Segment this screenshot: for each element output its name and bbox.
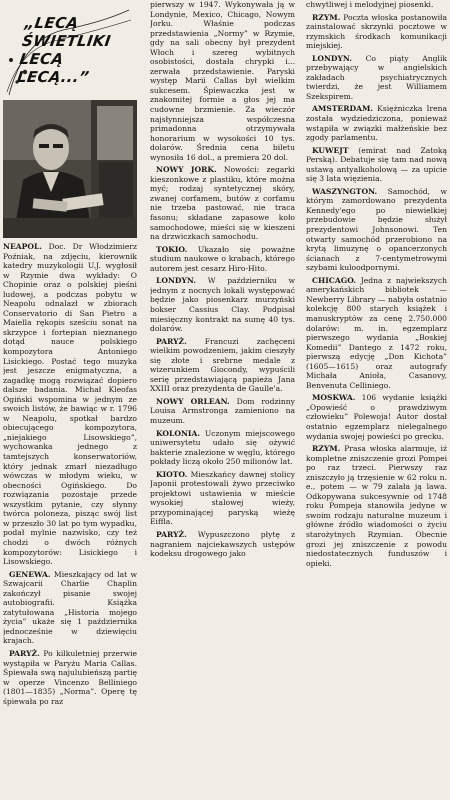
news-text: Ukazało się poważne studium naukowe o krabach, którego autorem jest cesarz Hiro-Hito. (150, 244, 295, 273)
news-item (306, 0, 447, 10)
news-item (150, 0, 295, 162)
news-text: Co piąty Anglik przebywający w angielskich zakładach psychiatrycznych twierdzi, że jest Williamem Szekspirem. (306, 53, 447, 101)
header-banner (3, 0, 137, 238)
news-text: Po kilkuletniej przerwie wystąpiła w Paryżu Maria Callas. Śpiewała swą najulubieńszą partię w operze Vincenzo Belliniego (1801—1835) „Norma”. Operę tę śpiewała po raz (3, 648, 137, 706)
news-item (150, 337, 295, 394)
news-item (306, 187, 447, 273)
news-dateline: RZYM. (312, 444, 341, 454)
news-dateline: PARYŻ. (9, 648, 40, 658)
news-text: Mieszkający od lat w Szwajcarii Charlie Chaplin zakończył pisanie swojej autobiografii. Książka zatytułowana „Historia mojego życia” ukaże się 1 października jednocześnie w dziewięciu krajach. (3, 569, 137, 646)
news-text: Jedna z najwiekszych amerykańskich bibliotek — Newberry Library — nabyła ostatnio kolekcję 800 starych książek i manuskryptów za cenę 2.750.000 dolarów: m. in. egzemplarz pierwszego wydania „Boskiej Komedii” Dantego z 1472 roku, pierwszą edycję „Don Kichota” (1605—1615) oraz autografy Michała Anioła, Casanovy, Benvenuta Celliniego. (306, 275, 447, 390)
news-text: Samochód, w którym zamordowano prezydenta Kennedy'ego po niewielkiej przebudowie będzie służył prezydentowi Johnsonowi. Ten otwarty samochód przerobiono na krytą limuzynę o opancerzonych ścianach z 7-centymetrowymi szybami kuloodpornymi. (306, 186, 447, 273)
news-dateline: NEAPOL. (3, 242, 42, 251)
column-2 (150, 0, 295, 800)
news-dateline: PARYŻ. (156, 336, 187, 346)
news-dateline: RZYM. (312, 12, 341, 22)
news-item (306, 393, 447, 441)
news-text: Poczta włoska postanowiła zainstalować skrzynki pocztowe w rzymskich środkach komunikacji miejskiej. (306, 12, 447, 51)
news-item (150, 429, 295, 467)
news-item (306, 54, 447, 102)
news-text: Dom rodzinny Louisa Armstronga zamieniono na muzeum. (150, 396, 295, 425)
news-text: pierwszy w 1947. Wykonywała ją w Londynie, Mexico, Chicago, Nowym Jorku. Właśnie podczas przedstawienia „Normy” w Rzymie, gdy na sali obecny był prezydent Włoch i szereg wybitnych osobistości, dostała chrypki i... zerwała przedstawienie. Paryski występ Marii Callas był wielkim sukcesem. Śpiewaczka jest w znakomitej formie a głos jej ma cudowne brzmienie. Za wieczór najsłynniejsza współczesna primadonna otrzymywała honorarium w wysokości 10 tys. dolarów. Średnia cena biletu wynosiła 16 dol., a premiera 20 dol. (150, 0, 295, 162)
news-dateline: NOWY JORK. (156, 165, 217, 175)
news-dateline: KUWEJT (312, 145, 349, 155)
section-headline: „LECĄ ŚWIETLIKI LECĄ LECĄ...” (15, 14, 112, 86)
news-text: Uczonym miejscowego uniwersytetu udało się ożywić bakterie znalezione w węglu, którego pokłady liczą około 250 milionów lat. (150, 428, 295, 467)
news-dateline: CHICAGO. (312, 275, 357, 285)
news-item (306, 444, 447, 568)
news-dateline: PARYŻ. (156, 529, 187, 539)
column-3-body (306, 0, 447, 568)
news-item (150, 397, 295, 426)
news-dateline: LONDYN. (312, 53, 353, 63)
column-3 (306, 0, 447, 800)
news-text: (emirat nad Zatoką Perską). Debatuje się tam nad nową ustawą antyalkoholową — za upicie się 3 lata więzienia. (306, 145, 447, 184)
news-dateline: WASZYNGTON. (312, 186, 378, 196)
news-dateline: TOKIO. (156, 244, 188, 254)
news-item (306, 276, 447, 391)
news-item (150, 276, 295, 333)
news-dateline: GENEWA. (9, 569, 51, 579)
news-item (150, 530, 295, 559)
column-1 (3, 0, 137, 800)
news-item (150, 165, 295, 241)
news-text: Mieszkańcy dawnej stolicy Japonii protestowali żywo przeciwko projektowi ustawienia w mieście wysokiej stalowej wieży, przypominającej paryską wieżę Eiffla. (150, 469, 295, 527)
news-text: Nowości: zegarki kieszonkowe z plastiku, które można myć; rodzaj syntetycznej skóry, zwanej corfamem, butów z corfamu nie trzeba pastować, nie traca fasonu; składane zapasowe koło samochodowe, mieści się w kieszeni na drzwiczkach samochodu. (150, 165, 295, 242)
news-text: Francuzi zachęceni wielkim powodzeniem, jakim cieszyły się złote i srebrne medale z wizerunkiem Giocondy, wypuścili serię przedstawiającą papieża Jana XXIII oraz prezydenta de Gaulle'a. (150, 336, 295, 394)
news-text: W październiku w jednym z nocnych lokali występować będzie jako piosenkarz murzyński bokser Cassius Clay. Podpisał miesięczny kontrakt na sumę 40 tys. dolarów. (150, 276, 295, 334)
news-item (3, 570, 137, 646)
news-dateline: KIOTO. (156, 469, 188, 479)
news-dateline: NOWY ORLEAN. (156, 396, 230, 406)
news-text: Wypuszczono płytę z nagraniem najciekawszych ustępów kodeksu drogowego jako (150, 529, 295, 559)
news-text: 106 wydanie książki „Opowieść o prawdziwym człowieku” Polewoja! Autor dostał ostatnio egzemplarz nielegalnego wydania swojej powieści po grecku. (306, 393, 447, 441)
portrait-photo (3, 100, 137, 238)
news-item (306, 104, 447, 142)
news-dateline: LONDYN. (156, 276, 197, 286)
news-dateline: MOSKWA. (312, 393, 356, 403)
news-item (306, 146, 447, 184)
news-text: Księżniczka Irena została wydziedziczona, ponieważ wstąpiła w związki małżeńskie bez zgody parlamentu. (306, 104, 447, 143)
news-dateline: KOLONIA. (156, 428, 200, 438)
news-item (150, 245, 295, 274)
news-text: chwytliwej i melodyjnej piosenki. (306, 0, 434, 9)
news-item (3, 649, 137, 706)
news-item (3, 242, 137, 567)
news-item (306, 13, 447, 51)
news-dateline: AMSTERDAM. (312, 104, 374, 114)
column-2-body (150, 0, 295, 559)
news-text: Doc. Dr Włodzimierz Poźniak, na zdjęciu, kierownik katedry muzykologii U.J. wygłosił w Rzymie dwa wykłady: O Chopinie oraz o polskiej pieśni ludowej, a podczas pobytu w Neapolu odnalazł w zbiorach Conservatorio di San Pietro a Maiella rękopis sześciu sonat na skrzypce i fortepian nieznanego dotąd nauce polskiego kompozytora Antoniego Lisickiego. Postać tego muzyka jest jeszcze enigmatyczna, a zagadkę mogą rozwiązać dopiero dalsze badania. Michał Kleofas Ogiński wspomina w jednym ze swoich listów, że bawiąc w r. 1796 w Neapolu, spotkał bardzo obiecującego kompozytora, „niejakiego Lisowskiego”, wychowanka jednego z tamtejszych konserwatoriów, który jednak zmarł niezadługo wówczas w młodym wieku, w obecności Ogińskiego. Do rozwiązania pozostaje przede wszystkim pytanie, czy słynny twórca poloneza, pisząc swój list w przeszło 30 lat po tym wypadku, podał mylnie nazwisko, czy też chodzi o dwóch różnych kompozytorów: Lisickiego i Lisowskiego. (3, 242, 137, 567)
news-item (150, 470, 295, 527)
column-1-body (3, 242, 137, 706)
news-text: Prasa włoska alarmuje, iż kompletne zniszczenie grozi Pompei po raz trzeci. Pierwszy raz zniszczyło ją trzęsienie w 62 roku n. e., potem — w 79 zalała ją lawa. Odkopywana sukcesywnie od 1748 roku Pompeja stanowiła jedyne w swoim rodzaju naturalne muzeum i główne źródło wiadomości o życiu starożytnych Rzymian. Obecnie grozi jej zniszczenie z powodu niedostatecznych funduszów i opieki. (306, 444, 447, 568)
